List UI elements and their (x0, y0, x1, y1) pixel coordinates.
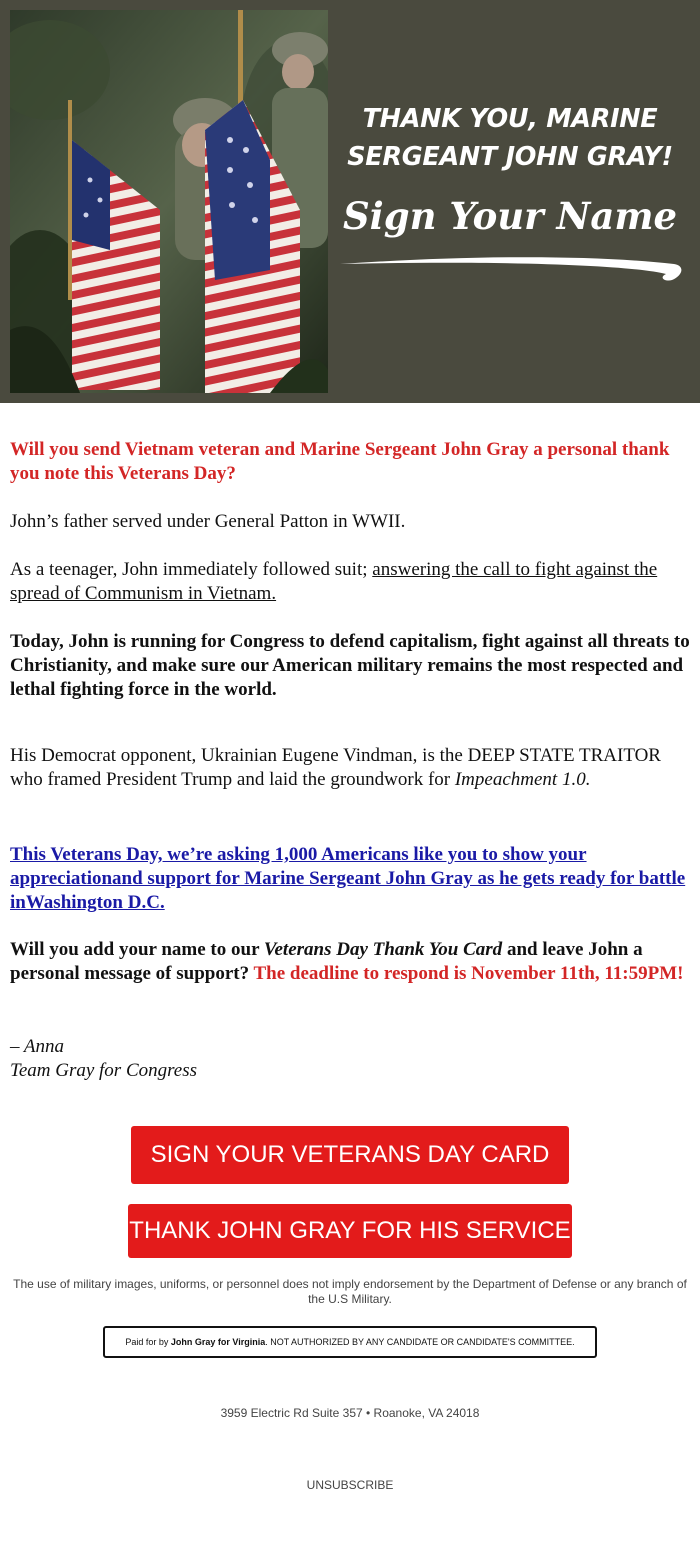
mailing-address: 3959 Electric Rd Suite 357 • Roanoke, VA 24018 (220, 1406, 480, 1420)
signature (10, 1035, 197, 1083)
father-paragraph: John’s father served under General Patton in WWII. (10, 511, 406, 532)
sign-card-button[interactable]: SIGN YOUR VETERANS DAY CARD (131, 1126, 569, 1184)
opponent-paragraph (10, 744, 690, 792)
hero-banner (0, 0, 700, 403)
intro-question: Will you send Vietnam veteran and Marine Sergeant John Gray a personal thank you note this Veterans Day? (10, 439, 670, 484)
hero-title (332, 100, 688, 176)
congress-paragraph: Today, John is running for Congress to defend capitalism, fight against all threats to Christianity, and make sure our American military remains the most respected and lethal fighting force in the world. (10, 631, 690, 700)
ask-link[interactable]: This Veterans Day, we’re asking 1,000 Americans like you to show your appreciationand support for Marine Sergeant John Gray as he gets ready for battle inWashington D.C. (10, 844, 686, 913)
hero-title-line-1: THANK YOU, MARINE (362, 104, 658, 134)
military-disclaimer: The use of military images, uniforms, or personnel does not imply endorsement by the Department of Defense or any branch of the U.S Military. (13, 1277, 687, 1306)
teen-text: As a teenager, John immediately followed suit; (10, 559, 373, 580)
card-paragraph (10, 938, 690, 986)
teen-paragraph (10, 558, 690, 606)
paid-for-box (103, 1326, 597, 1358)
signature-name: – Anna (10, 1036, 65, 1057)
hero-title-line-2: SERGEANT JOHN GRAY! (347, 142, 673, 172)
card-italic: Veterans Day Thank You Card (263, 939, 503, 960)
thank-john-button[interactable]: THANK JOHN GRAY FOR HIS SERVICE (128, 1204, 572, 1258)
ask-paragraph (10, 843, 690, 915)
paid-for-committee: John Gray for Virginia (170, 1337, 266, 1347)
paid-for-suffix: . NOT AUTHORIZED BY ANY CANDIDATE OR CANDIDATE'S COMMITTEE. (265, 1337, 575, 1347)
impeachment-italic: Impeachment 1.0. (454, 769, 591, 790)
deadline-text: The deadline to respond is November 11th, 11:59PM! (253, 963, 684, 984)
signature-team: Team Gray for Congress (10, 1060, 198, 1081)
opponent-text: His Democrat opponent, Ukrainian Eugene Vindman, is the DEEP STATE TRAITOR who framed President Trump and laid the groundwork for (10, 745, 661, 790)
sign-your-name-script: Sign Your Name (342, 194, 678, 238)
card-prefix: Will you add your name to our (10, 939, 264, 960)
unsubscribe-link[interactable]: UNSUBSCRIBE (306, 1478, 394, 1492)
swoosh-underline-icon (336, 252, 686, 292)
card-suffix: and leave John a personal message of support? (10, 939, 643, 984)
paid-for-prefix: Paid for by (125, 1337, 171, 1347)
teen-underlined-text: answering the call to fight against the spread of Communism in Vietnam. (10, 559, 658, 604)
soldiers-flags-photo (10, 10, 328, 393)
